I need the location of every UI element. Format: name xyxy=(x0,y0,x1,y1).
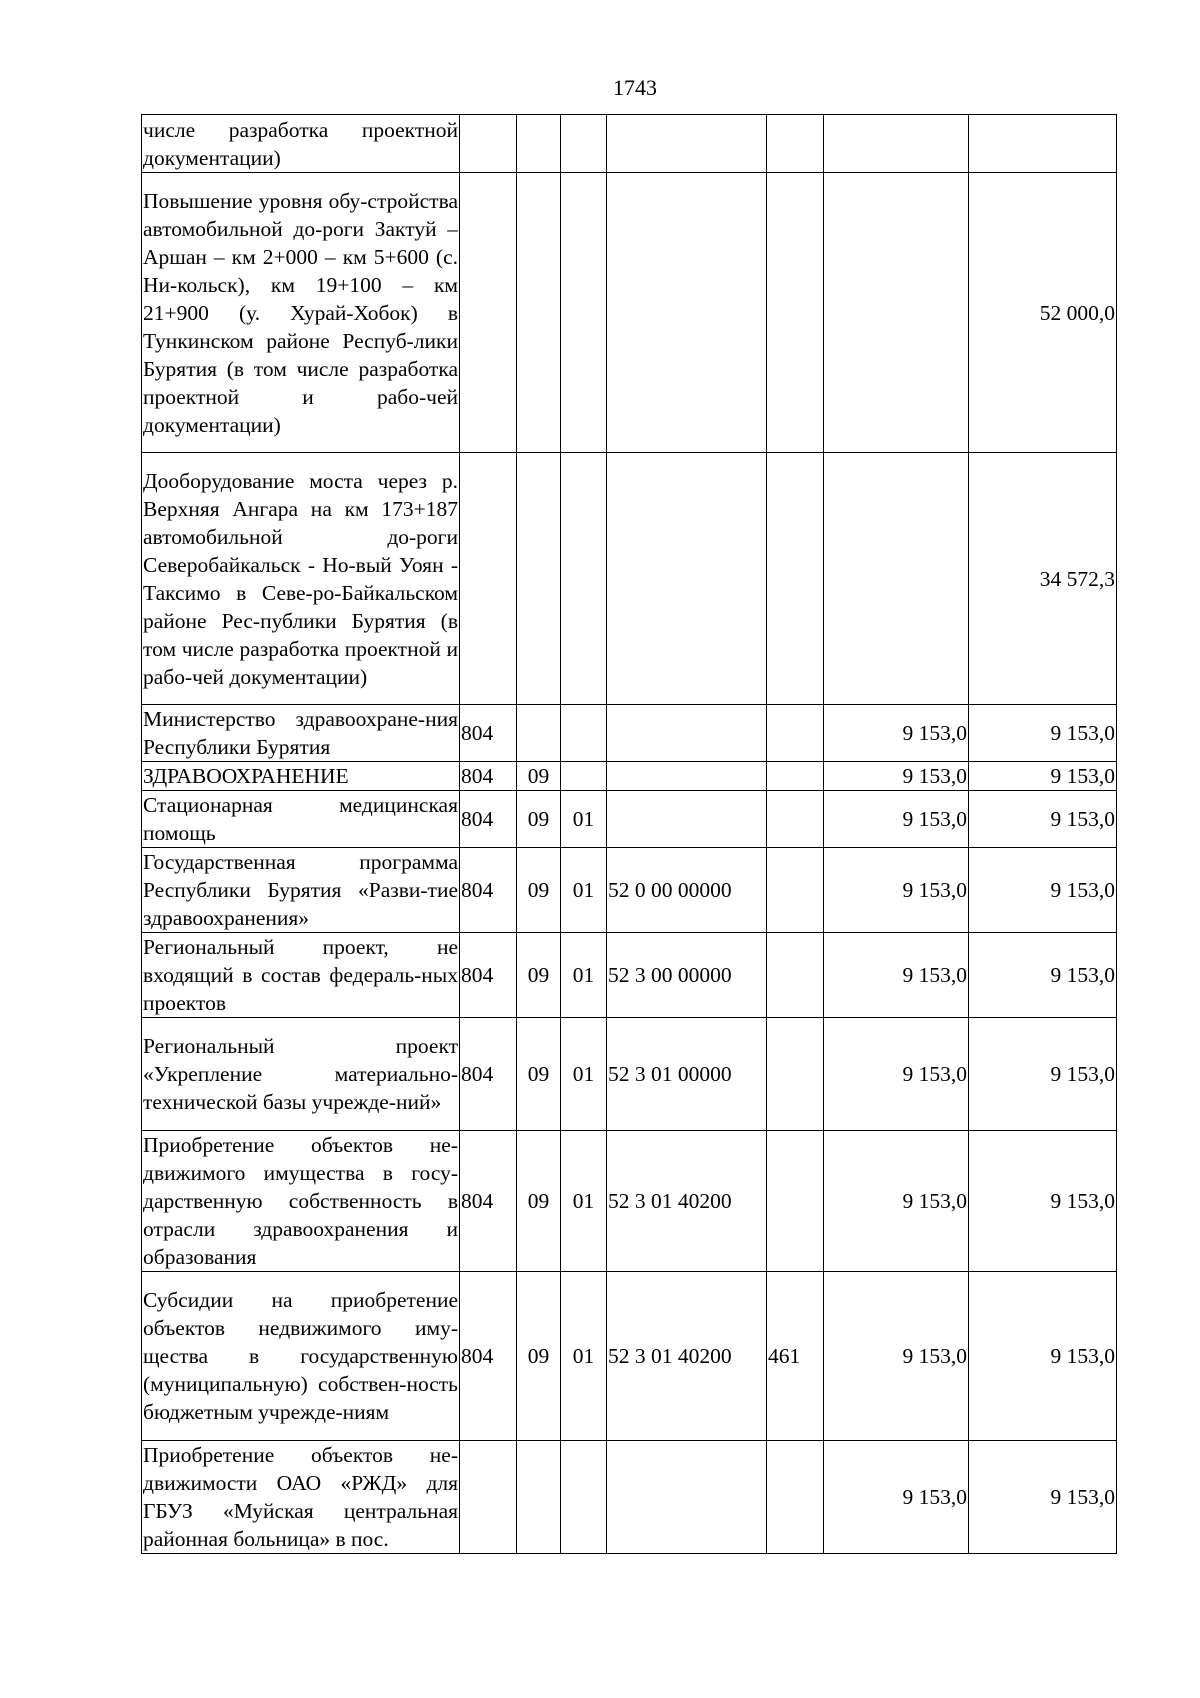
section-code: 09 xyxy=(517,1272,561,1441)
section-code xyxy=(517,705,561,762)
admin-code xyxy=(460,115,517,173)
expense-type-code xyxy=(767,848,824,933)
subsection-code xyxy=(561,173,607,453)
amount-year-2: 9 153,0 xyxy=(969,933,1117,1018)
admin-code: 804 xyxy=(460,1272,517,1441)
row-name: Повышение уровня обу-стройства автомобильной до-роги Зактуй – Аршан – км 2+000 – км 5+600 (с. Ни-кольск), км 19+100 – км 21+900 (у. Хурай-Хобок) в Тункинском районе Респуб-лики Бурятия (в том числе разработка проектной и рабо-чей документации) xyxy=(142,173,460,453)
expense-type-code xyxy=(767,173,824,453)
section-code: 09 xyxy=(517,1018,561,1131)
row-name: Дооборудование моста через р. Верхняя Ангара на км 173+187 автомобильной до-роги Северобайкальск - Но-вый Уоян - Таксимо в Севе-ро-Байкальском районе Рес-публики Бурятия (в том числе разработка проектной и рабо-чей документации) xyxy=(142,453,460,705)
amount-year-1: 9 153,0 xyxy=(824,1441,969,1554)
target-article-code xyxy=(607,1441,767,1554)
amount-year-2: 9 153,0 xyxy=(969,848,1117,933)
table-body xyxy=(142,115,1117,1554)
amount-year-2: 52 000,0 xyxy=(969,173,1117,453)
admin-code: 804 xyxy=(460,1131,517,1272)
subsection-code xyxy=(561,1441,607,1554)
section-code: 09 xyxy=(517,791,561,848)
amount-year-2: 9 153,0 xyxy=(969,1018,1117,1131)
row-name: ЗДРАВООХРАНЕНИЕ xyxy=(142,762,460,791)
admin-code: 804 xyxy=(460,705,517,762)
table-row xyxy=(142,1272,1117,1441)
subsection-code xyxy=(561,705,607,762)
subsection-code: 01 xyxy=(561,933,607,1018)
expense-type-code xyxy=(767,453,824,705)
expense-type-code xyxy=(767,1441,824,1554)
section-code: 09 xyxy=(517,762,561,791)
amount-year-2: 9 153,0 xyxy=(969,1131,1117,1272)
page-number: 1743 xyxy=(613,75,657,100)
amount-year-2: 9 153,0 xyxy=(969,1441,1117,1554)
subsection-code: 01 xyxy=(561,1272,607,1441)
expense-type-code xyxy=(767,705,824,762)
subsection-code: 01 xyxy=(561,1131,607,1272)
amount-year-2: 9 153,0 xyxy=(969,1272,1117,1441)
row-name: Приобретение объектов не-движимости ОАО «РЖД» для ГБУЗ «Муйская центральная районная больница» в пос. xyxy=(142,1441,460,1554)
subsection-code: 01 xyxy=(561,791,607,848)
subsection-code xyxy=(561,762,607,791)
section-code xyxy=(517,115,561,173)
row-name: Приобретение объектов не-движимого имущества в госу-дарственную собственность в отрасли здравоохранения и образования xyxy=(142,1131,460,1272)
amount-year-1: 9 153,0 xyxy=(824,705,969,762)
amount-year-1: 9 153,0 xyxy=(824,762,969,791)
amount-year-1: 9 153,0 xyxy=(824,791,969,848)
target-article-code xyxy=(607,453,767,705)
table-row xyxy=(142,1131,1117,1272)
admin-code: 804 xyxy=(460,762,517,791)
expense-type-code xyxy=(767,933,824,1018)
expense-type-code xyxy=(767,1018,824,1131)
expense-type-code xyxy=(767,791,824,848)
admin-code: 804 xyxy=(460,1018,517,1131)
table-row xyxy=(142,848,1117,933)
target-article-code xyxy=(607,791,767,848)
table-row xyxy=(142,791,1117,848)
table-row xyxy=(142,705,1117,762)
row-name: Региональный проект, не входящий в состав федераль-ных проектов xyxy=(142,933,460,1018)
table-row xyxy=(142,115,1117,173)
admin-code: 804 xyxy=(460,848,517,933)
table-row xyxy=(142,1441,1117,1554)
target-article-code xyxy=(607,762,767,791)
row-name: Стационарная медицинская помощь xyxy=(142,791,460,848)
expense-type-code xyxy=(767,115,824,173)
amount-year-1: 9 153,0 xyxy=(824,1272,969,1441)
table-row xyxy=(142,762,1117,791)
expense-type-code xyxy=(767,762,824,791)
row-name: Субсидии на приобретение объектов недвижимого иму-щества в государственную (муниципальную) собствен-ность бюджетным учрежде-ниям xyxy=(142,1272,460,1441)
subsection-code xyxy=(561,115,607,173)
amount-year-1 xyxy=(824,115,969,173)
subsection-code: 01 xyxy=(561,848,607,933)
target-article-code: 52 3 01 40200 xyxy=(607,1272,767,1441)
admin-code xyxy=(460,1441,517,1554)
admin-code xyxy=(460,173,517,453)
admin-code xyxy=(460,453,517,705)
amount-year-2: 9 153,0 xyxy=(969,762,1117,791)
table-row xyxy=(142,453,1117,705)
amount-year-1: 9 153,0 xyxy=(824,1018,969,1131)
amount-year-2: 9 153,0 xyxy=(969,791,1117,848)
expense-type-code: 461 xyxy=(767,1272,824,1441)
target-article-code xyxy=(607,115,767,173)
section-code xyxy=(517,1441,561,1554)
amount-year-1 xyxy=(824,173,969,453)
target-article-code: 52 3 01 00000 xyxy=(607,1018,767,1131)
target-article-code xyxy=(607,705,767,762)
amount-year-1: 9 153,0 xyxy=(824,933,969,1018)
amount-year-1: 9 153,0 xyxy=(824,1131,969,1272)
amount-year-2: 9 153,0 xyxy=(969,705,1117,762)
amount-year-1: 9 153,0 xyxy=(824,848,969,933)
target-article-code: 52 0 00 00000 xyxy=(607,848,767,933)
expense-type-code xyxy=(767,1131,824,1272)
budget-table xyxy=(141,114,1117,1554)
row-name: Государственная программа Республики Бурятия «Разви-тие здравоохранения» xyxy=(142,848,460,933)
row-name: Министерство здравоохране-ния Республики Бурятия xyxy=(142,705,460,762)
table-row xyxy=(142,173,1117,453)
table-row xyxy=(142,1018,1117,1131)
section-code: 09 xyxy=(517,1131,561,1272)
amount-year-1 xyxy=(824,453,969,705)
amount-year-2 xyxy=(969,115,1117,173)
row-name: числе разработка проектной документации) xyxy=(142,115,460,173)
table-row xyxy=(142,933,1117,1018)
target-article-code: 52 3 01 40200 xyxy=(607,1131,767,1272)
target-article-code xyxy=(607,173,767,453)
target-article-code: 52 3 00 00000 xyxy=(607,933,767,1018)
row-name: Региональный проект «Укрепление материально-технической базы учрежде-ний» xyxy=(142,1018,460,1131)
section-code: 09 xyxy=(517,848,561,933)
section-code xyxy=(517,173,561,453)
subsection-code xyxy=(561,453,607,705)
admin-code: 804 xyxy=(460,933,517,1018)
subsection-code: 01 xyxy=(561,1018,607,1131)
section-code xyxy=(517,453,561,705)
amount-year-2: 34 572,3 xyxy=(969,453,1117,705)
section-code: 09 xyxy=(517,933,561,1018)
admin-code: 804 xyxy=(460,791,517,848)
